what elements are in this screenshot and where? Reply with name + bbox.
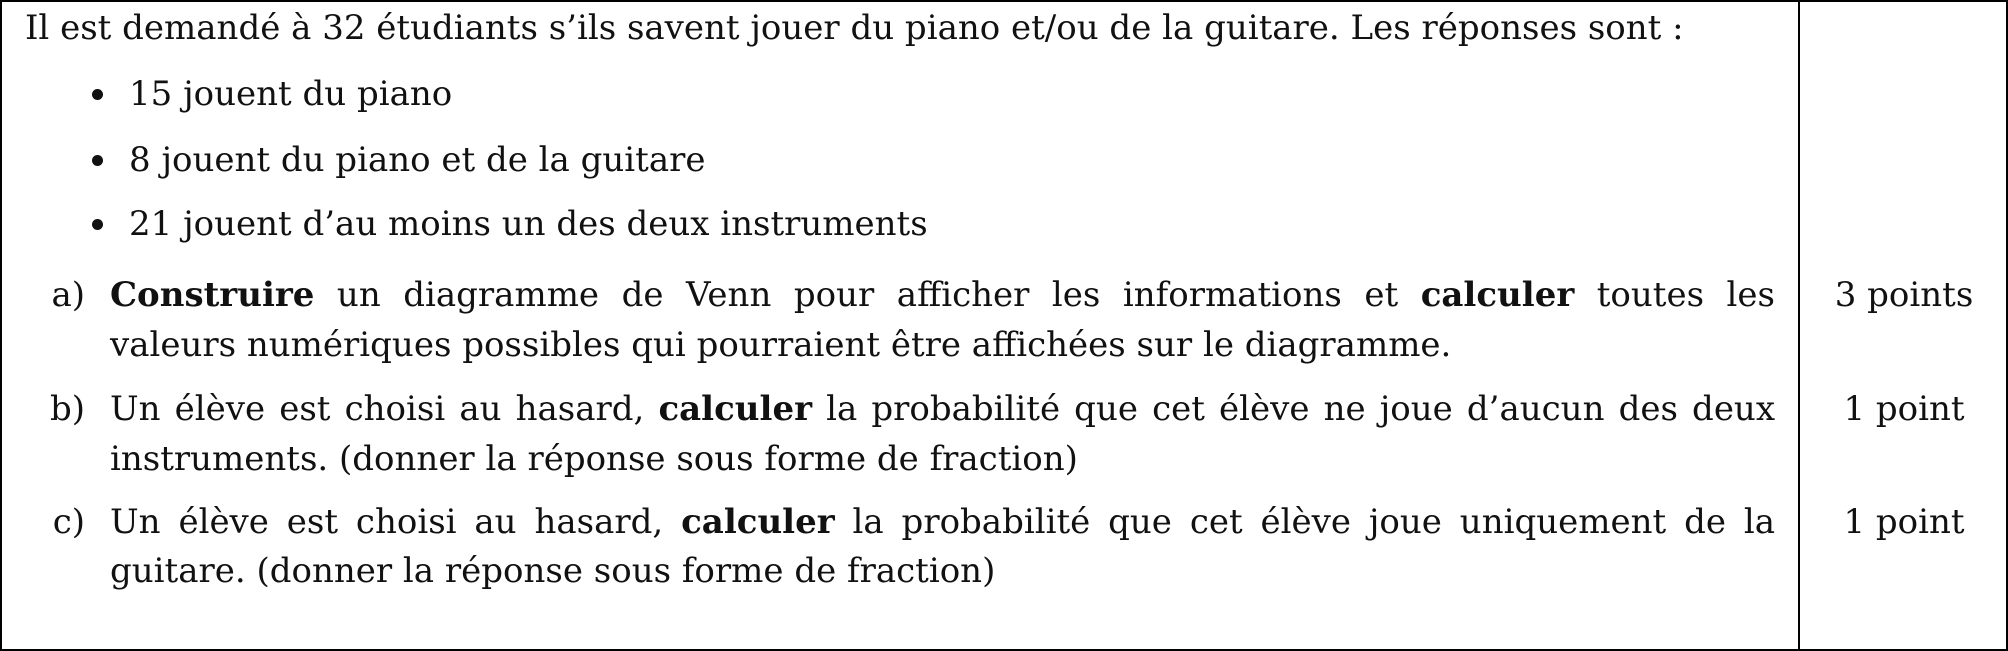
question-text-segment: toutes les	[1574, 275, 1775, 315]
question-text-segment: un diagramme de Venn pour afficher les informations et	[314, 275, 1421, 315]
question-text-segment: la probabilité que cet élève ne joue d’aucun des deux	[811, 389, 1776, 429]
question-label: a)	[51, 275, 85, 315]
points-value: 1 point	[1843, 389, 1965, 429]
instruction-keyword: calculer	[1420, 275, 1575, 315]
points-column-divider	[1798, 0, 1800, 651]
bullet-text: 15 jouent du piano	[129, 74, 453, 114]
question-text-segment: Un élève est choisi au hasard,	[110, 502, 682, 542]
question-text-line	[110, 385, 1775, 433]
bullet-text: 8 jouent du piano et de la guitare	[129, 140, 706, 180]
question-label: c)	[52, 502, 85, 542]
question-text-line	[110, 271, 1775, 319]
bullet-icon	[92, 89, 103, 100]
question-text-line: guitare. (donner la réponse sous forme de fraction)	[110, 551, 996, 591]
points-value: 3 points	[1834, 275, 1974, 315]
bullet-icon	[92, 219, 103, 230]
question-text-line	[110, 498, 1775, 546]
question-text-line: instruments. (donner la réponse sous forme de fraction)	[110, 439, 1078, 479]
instruction-keyword: calculer	[658, 389, 812, 429]
bullet-text: 21 jouent d’au moins un des deux instruments	[129, 204, 928, 244]
question-text-line: valeurs numériques possibles qui pourraient être affichées sur le diagramme.	[110, 325, 1452, 365]
question-text-segment: la probabilité que cet élève joue uniquement de la	[834, 502, 1775, 542]
instruction-keyword: Construire	[110, 275, 315, 315]
instruction-keyword: calculer	[681, 502, 835, 542]
bullet-icon	[92, 155, 103, 166]
points-value: 1 point	[1843, 502, 1965, 542]
question-label: b)	[49, 389, 85, 429]
question-text-segment: Un élève est choisi au hasard,	[110, 389, 659, 429]
exercise-intro: Il est demandé à 32 étudiants s’ils savent jouer du piano et/ou de la guitare. Les réponses sont :	[25, 8, 1684, 48]
